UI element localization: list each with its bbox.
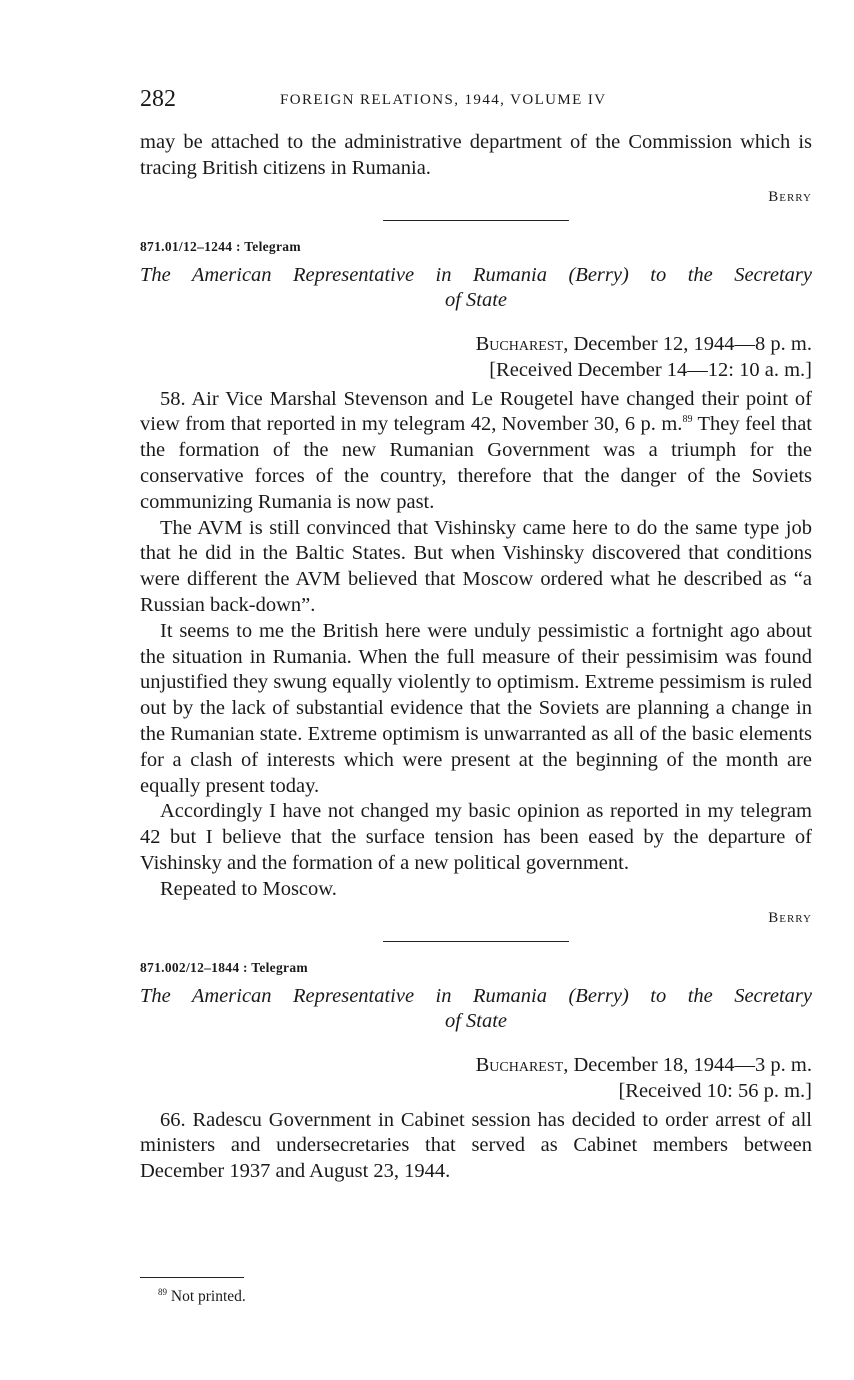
paragraph: It seems to me the British here were unduly pessimistic a fortnight ago about the situation in Rumania. When the full measure of their pessimisim was found unjustified they swung equally violently to optimism. Extreme pessimism is ruled out by the lack of substantial evidence that the Soviets are planning a change in the Rumanian state. Extreme optimism is unwarranted as all of the basic elements for a clash of interests which were present at the beginning of the month are equally present today. xyxy=(140,619,812,797)
dateline xyxy=(140,1052,812,1078)
document-title-line: The American Representative in Rumania (Berry) to the Secretary xyxy=(140,984,812,1007)
document-title-line: of State xyxy=(444,1010,508,1033)
section-divider xyxy=(383,941,569,942)
dateline-place: Bucharest, xyxy=(475,332,569,355)
footnote-reference: 89 xyxy=(682,414,693,426)
document-title-line: of State xyxy=(444,289,508,312)
running-head xyxy=(140,86,812,116)
footnote-divider xyxy=(140,1277,244,1278)
document-title xyxy=(140,984,812,1035)
received-line: [Received 10: 56 p. m.] xyxy=(618,1079,812,1102)
dateline-date: December 18, 1944—3 p. m. xyxy=(568,1053,812,1076)
document-number: 871.01/12–1244 : Telegram xyxy=(140,238,301,254)
page-body xyxy=(140,130,812,1185)
intro-paragraph: may be attached to the administrative department of the Commission which is tracing British citizens in Rumania. xyxy=(140,131,812,179)
running-title: FOREIGN RELATIONS, 1944, VOLUME IV xyxy=(280,92,607,108)
signature: Berry xyxy=(768,188,812,205)
paragraph: 66. Radescu Government in Cabinet session has decided to order arrest of all ministers and undersecretaries that served as Cabinet members between December 1937 and August 23, 1944. xyxy=(140,1108,812,1183)
document-number: 871.002/12–1844 : Telegram xyxy=(140,959,308,975)
signature: Berry xyxy=(768,909,812,926)
footnote xyxy=(158,1288,246,1306)
received-line: [Received December 14—12: 10 a. m.] xyxy=(489,358,812,381)
document-title-line: The American Representative in Rumania (Berry) to the Secretary xyxy=(140,263,812,286)
dateline xyxy=(140,331,812,357)
dateline-date: December 12, 1944—8 p. m. xyxy=(568,332,812,355)
section-divider xyxy=(383,220,569,221)
dateline-place: Bucharest, xyxy=(475,1053,569,1076)
paragraph: Repeated to Moscow. xyxy=(160,877,337,900)
footnote-marker: 89 xyxy=(158,1287,167,1297)
document-title xyxy=(140,263,812,314)
paragraph: Accordingly I have not changed my basic opinion as reported in my telegram 42 but I believe that the surface tension has been eased by the departure of Vishinsky and the formation of a new political government. xyxy=(140,800,812,874)
page-number: 282 xyxy=(140,86,176,112)
paragraph: 58. Air Vice Marshal Stevenson and Le Rougetel have changed their point of view from that reported in my telegram 42, November 30, 6 p. m.$^{89}$ They feel that the formation of the new Rumanian Government was a triumph for the conservative forces of the country, therefore that the danger of the Soviets communizing Rumania is now past. xyxy=(140,387,812,513)
footnote-text: Not printed. xyxy=(167,1288,246,1305)
paragraph: The AVM is still convinced that Vishinsky came here to do the same type job that he did in the Baltic States. But when Vishinsky discovered that conditions were different the AVM believed that Moscow ordered what he described as “a Russian back-down”. xyxy=(140,516,812,616)
